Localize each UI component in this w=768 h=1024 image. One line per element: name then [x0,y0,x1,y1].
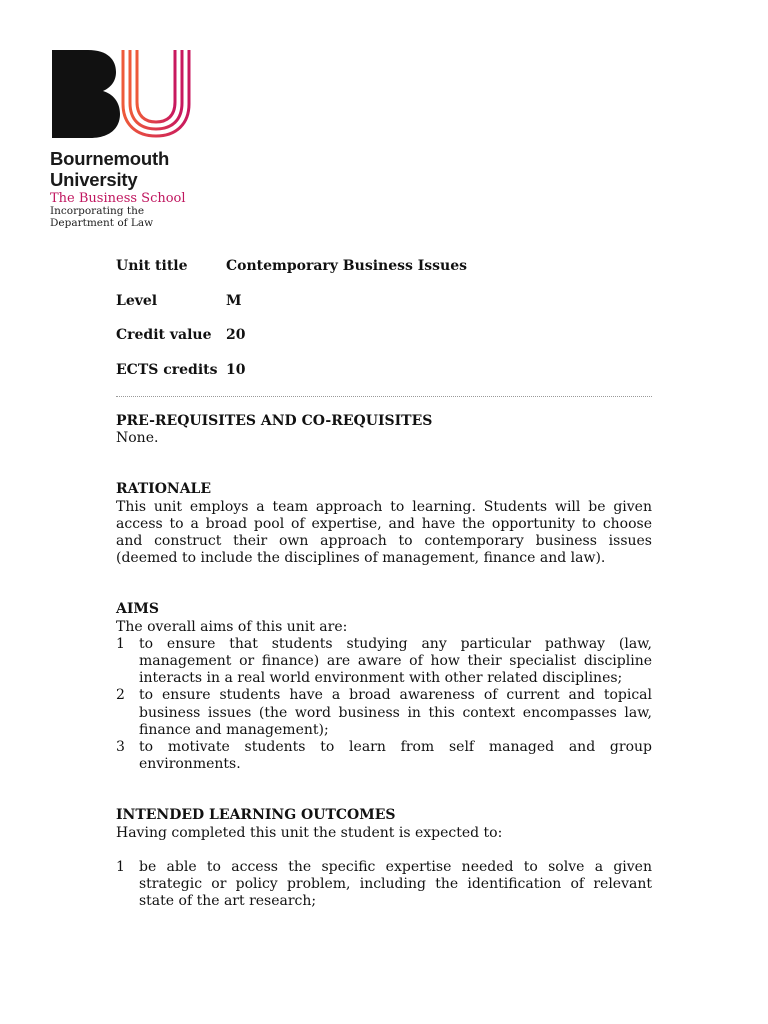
rationale-text: This unit employs a team approach to learning. Students will be given access to a broad pool of expertise, and have the opportunity to choose and construct their own approach to contemporary business issues (deemed to include the disciplines of management, finance and law). [116,498,652,567]
incorporating-line1: Incorporating the [50,205,145,217]
unit-info-row [116,362,467,397]
prerequisites-text: None. [116,430,159,447]
list-item-number: 1 [116,858,125,875]
outcomes-list [116,859,652,911]
list-item [116,636,652,688]
list-item-text: to ensure that students studying any particular pathway (law, management or finance) are aware of how their specialist discipline interacts in a real world environment with other related disciplines; [139,635,652,687]
list-item-text: to ensure students have a broad awareness of current and topical business issues (the word business in this context encompasses law, finance and management); [139,687,652,738]
unit-info-value: 20 [226,327,246,344]
unit-info-row [116,327,467,362]
list-item-number: 2 [116,687,125,704]
list-item-text: to motivate students to learn from self managed and group environments. [139,739,652,773]
list-item-number: 3 [116,739,125,756]
university-name [50,148,169,190]
unit-info-label: Credit value [116,327,212,344]
spacer [116,567,652,601]
list-item-number: 1 [116,635,125,652]
university-name-line2: University [50,169,138,190]
unit-info-table [116,258,467,397]
spacer [116,842,652,859]
document-body [116,413,652,910]
unit-info-value: Contemporary Business Issues [226,258,468,274]
aims-list [116,636,652,774]
prerequisites-heading: PRE-REQUISITES AND CO-REQUISITES [116,413,433,429]
list-item [116,859,652,911]
aims-heading: AIMS [116,601,160,618]
outcomes-heading: INTENDED LEARNING OUTCOMES [116,807,396,824]
university-logo [50,48,210,233]
list-item [116,739,652,773]
incorporating-text [50,206,153,229]
unit-info-row [116,258,467,293]
aims-intro: The overall aims of this unit are: [116,618,348,635]
bu-logo-mark-icon [50,48,200,143]
spacer [116,447,652,481]
rationale-heading: RATIONALE [116,481,212,498]
school-name: The Business School [50,191,186,206]
unit-info-row [116,293,467,328]
unit-info-value: M [226,292,242,309]
unit-info-label: Level [116,292,158,309]
unit-info-value: 10 [226,362,246,379]
unit-info-label: Unit title [116,258,188,274]
divider [116,396,652,397]
unit-info-label: ECTS credits [116,362,218,379]
university-name-line1: Bournemouth [50,148,170,169]
list-item-text: be able to access the specific expertise needed to solve a given strategic or policy problem, including the identification of relevant state of the art research; [139,858,652,910]
incorporating-line2: Department of Law [50,216,154,229]
spacer [116,773,652,807]
outcomes-intro: Having completed this unit the student is expected to: [116,824,503,841]
list-item [116,687,652,739]
